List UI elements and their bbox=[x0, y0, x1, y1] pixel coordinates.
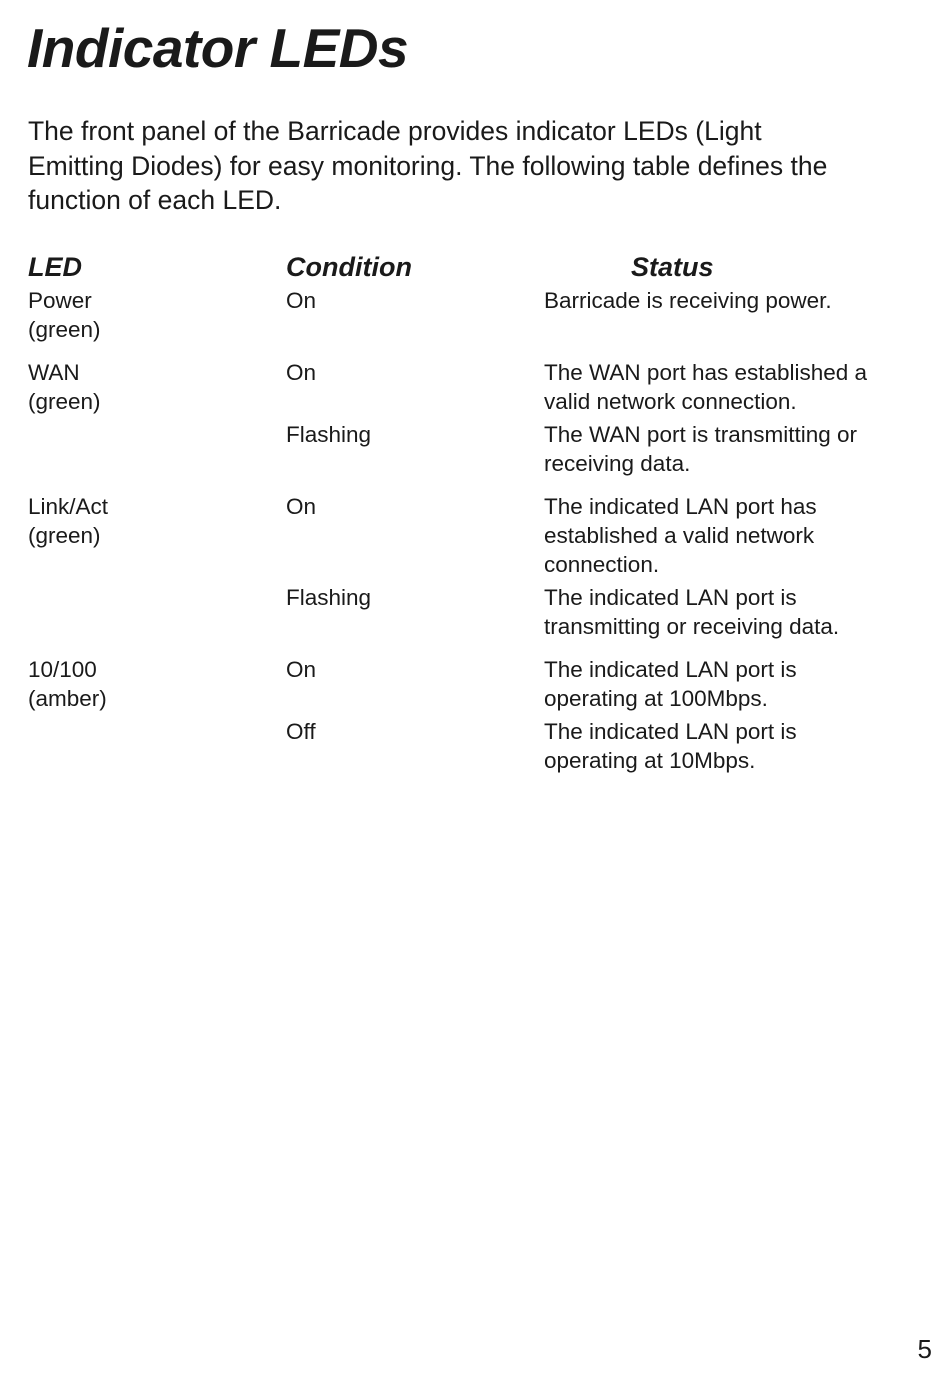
intro-line: function of each LED. bbox=[28, 185, 282, 215]
status-line: The indicated LAN port has bbox=[544, 494, 817, 519]
table-row bbox=[28, 358, 928, 416]
status-line: operating at 10Mbps. bbox=[544, 748, 756, 773]
table-row bbox=[28, 583, 928, 641]
status-cell bbox=[544, 655, 904, 713]
status-line: Barricade is receiving power. bbox=[544, 288, 832, 313]
status-line: The indicated LAN port is bbox=[544, 657, 797, 682]
led-color: (amber) bbox=[28, 686, 107, 711]
table-header-row bbox=[28, 252, 928, 286]
led-group-link-act bbox=[28, 492, 928, 641]
led-color: (green) bbox=[28, 317, 101, 342]
led-label: Power bbox=[28, 288, 92, 313]
table-row bbox=[28, 420, 928, 478]
status-line: connection. bbox=[544, 552, 660, 577]
led-color: (green) bbox=[28, 389, 101, 414]
led-label: WAN bbox=[28, 360, 80, 385]
intro-line: The front panel of the Barricade provides indicator LEDs (Light bbox=[28, 116, 762, 146]
led-label: Link/Act bbox=[28, 494, 109, 519]
intro-paragraph bbox=[28, 114, 928, 218]
status-line: valid network connection. bbox=[544, 389, 797, 414]
condition-cell: Off bbox=[286, 719, 316, 744]
led-group-wan bbox=[28, 358, 928, 478]
status-line: receiving data. bbox=[544, 451, 691, 476]
led-group-power bbox=[28, 286, 928, 344]
status-cell bbox=[544, 358, 904, 416]
header-status: Status bbox=[631, 252, 714, 282]
condition-cell: On bbox=[286, 494, 317, 519]
page-title: Indicator LEDs bbox=[27, 17, 409, 79]
condition-cell: On bbox=[286, 657, 317, 682]
status-cell bbox=[544, 492, 904, 579]
led-color: (green) bbox=[28, 523, 101, 548]
status-line: The indicated LAN port is bbox=[544, 585, 797, 610]
status-line: operating at 100Mbps. bbox=[544, 686, 768, 711]
led-group-10-100 bbox=[28, 655, 928, 775]
condition-cell: On bbox=[286, 288, 317, 313]
status-cell bbox=[544, 286, 904, 315]
status-cell bbox=[544, 583, 904, 641]
led-table bbox=[28, 252, 928, 779]
status-line: The indicated LAN port is bbox=[544, 719, 797, 744]
intro-line: Emitting Diodes) for easy monitoring. The following table defines the bbox=[28, 150, 828, 181]
header-condition: Condition bbox=[286, 252, 412, 282]
status-line: established a valid network bbox=[544, 523, 815, 548]
condition-cell: Flashing bbox=[286, 585, 372, 610]
status-line: The WAN port is transmitting or bbox=[544, 422, 858, 447]
led-label: 10/100 bbox=[28, 657, 97, 682]
status-line: transmitting or receiving data. bbox=[544, 614, 840, 639]
header-led: LED bbox=[28, 252, 82, 282]
status-line: The WAN port has established a bbox=[544, 360, 868, 385]
table-row bbox=[28, 492, 928, 579]
table-row bbox=[28, 286, 928, 344]
condition-cell: On bbox=[286, 360, 317, 385]
page-number: 5 bbox=[917, 1334, 932, 1364]
condition-cell: Flashing bbox=[286, 422, 372, 447]
status-cell bbox=[544, 717, 904, 775]
table-row bbox=[28, 717, 928, 775]
table-row bbox=[28, 655, 928, 713]
status-cell bbox=[544, 420, 904, 478]
